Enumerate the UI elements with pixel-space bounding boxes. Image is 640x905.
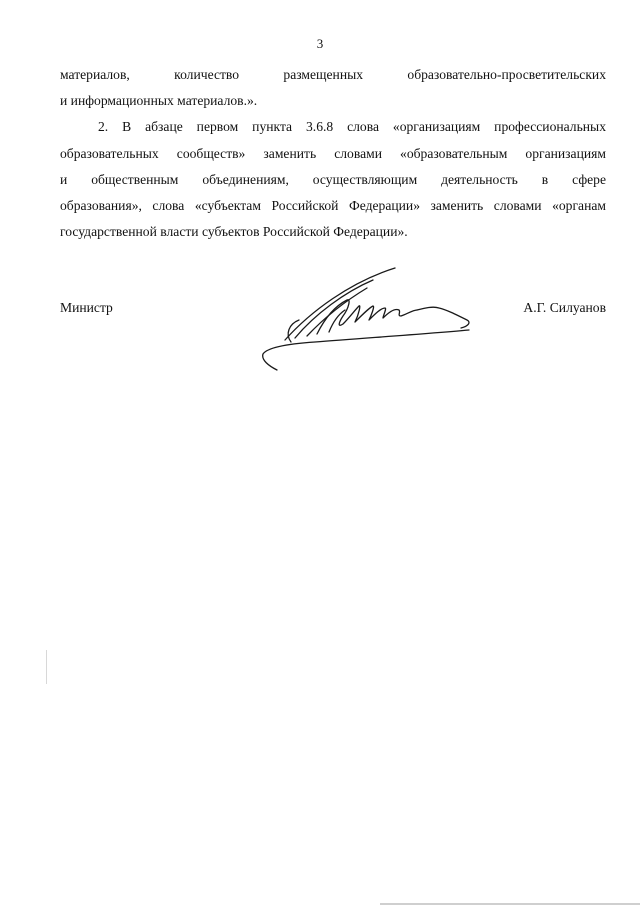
paragraph-2-line-4: образования», слова «субъектам Российской Федерации» заменить словами «органам [60, 198, 606, 214]
signatory-name: А.Г. Силуанов [523, 300, 606, 315]
document-body [60, 62, 606, 245]
paragraph-2-line-2: образовательных сообществ» заменить словами «образовательным организациям [60, 145, 606, 161]
page-number: 3 [316, 36, 324, 51]
paragraph-2-line-3: и общественным объединениям, осуществляющим деятельность в сфере [60, 171, 606, 187]
scan-artifact [46, 650, 47, 684]
paragraph-2-line-5: государственной власти субъектов Российской Федерации». [60, 224, 408, 240]
handwritten-signature [255, 262, 485, 374]
paragraph-2-line-1: 2. В абзаце первом пункта 3.6.8 слова «организациям профессиональных [98, 119, 606, 135]
paragraph-1-line-1: материалов, количество размещенных образовательно-просветительских [60, 67, 606, 82]
signatory-title: Министр [60, 300, 113, 315]
paragraph-1-line-2: и информационных материалов.». [60, 93, 258, 109]
